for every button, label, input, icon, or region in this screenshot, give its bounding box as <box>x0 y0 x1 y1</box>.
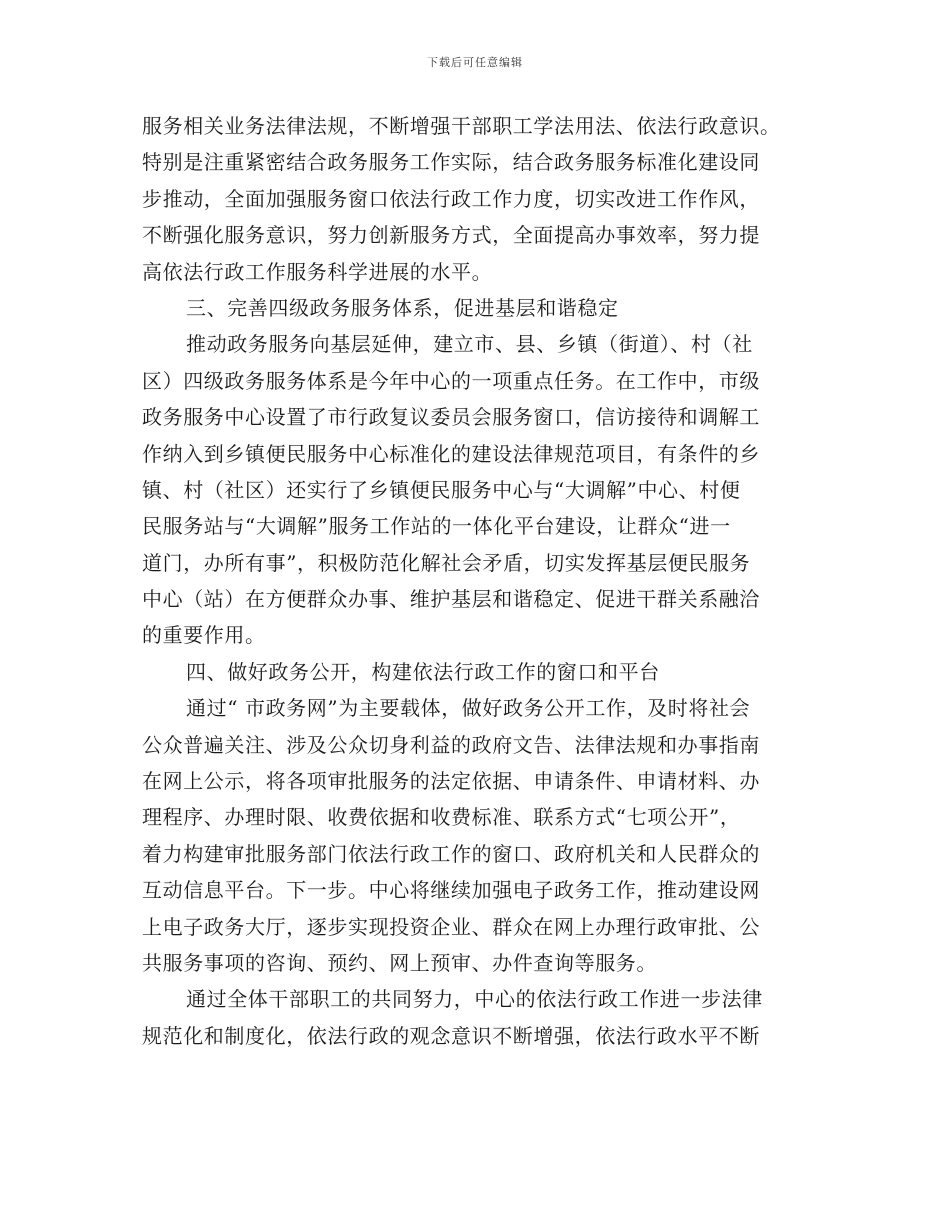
text-line: 作纳入到乡镇便民服务中心标准化的建设法律规范项目，有条件的乡 <box>142 441 760 466</box>
document-body <box>142 108 808 1054</box>
text-line: 三、完善四级政务服务体系，促进基层和谐稳定 <box>186 295 619 320</box>
text-line: 理程序、办理时限、收费依据和收费标准、联系方式“七项公开”， <box>142 805 741 830</box>
text-line: 步推动，全面加强服务窗口依法行政工作力度，切实改进工作作风， <box>142 186 760 211</box>
text-line: 镇、村（社区）还实行了乡镇便民服务中心与“大调解”中心、村便 <box>142 477 741 502</box>
text-line: 服务相关业务法律法规，不断增强干部职工学法用法、依法行政意识。 <box>142 114 781 138</box>
text-line: 互动信息平台。下一步。中心将继续加强电子政务工作，推动建设网 <box>142 878 760 903</box>
text-line: 的重要作用。 <box>142 623 266 648</box>
text-line: 共服务事项的咨询、预约、网上预审、办件查询等服务。 <box>142 950 657 975</box>
text-line: 着力构建审批服务部门依法行政工作的窗口、政府机关和人民群众的 <box>142 841 760 866</box>
text-line: 不断强化服务意识，努力创新服务方式，全面提高办事效率，努力提 <box>142 223 760 248</box>
text-line: 中心（站）在方便群众办事、维护基层和谐稳定、促进干群关系融洽 <box>142 587 760 612</box>
text-line: 规范化和制度化，依法行政的观念意识不断增强，依法行政水平不断 <box>142 1023 760 1048</box>
text-line: 公众普遍关注、涉及公众切身利益的政府文告、法律法规和办事指南 <box>142 732 760 757</box>
text-line: 民服务站与“大调解”服务工作站的一体化平台建设，让群众“进一 <box>142 514 731 539</box>
text-line: 通过“ 市政务网”为主要载体，做好政务公开工作，及时将社会 <box>186 696 751 721</box>
text-line: 通过全体干部职工的共同努力，中心的依法行政工作进一步法律 <box>186 987 763 1012</box>
text-line: 高依法行政工作服务科学进展的水平。 <box>142 259 493 284</box>
text-line: 上电子政务大厅，逐步实现投资企业、群众在网上办理行政审批、公 <box>142 914 760 939</box>
text-line: 特别是注重紧密结合政务服务工作实际，结合政务服务标准化建设同 <box>142 150 760 175</box>
text-line: 四、做好政务公开，构建依法行政工作的窗口和平台 <box>186 659 660 684</box>
text-line: 道门，办所有事”，积极防范化解社会矛盾，切实发挥基层便民服务 <box>142 550 751 575</box>
text-line: 政务服务中心设置了市行政复议委员会服务窗口，信访接待和调解工 <box>142 405 760 430</box>
text-line: 在网上公示，将各项审批服务的法定依据、申请条件、申请材料、办 <box>142 769 760 794</box>
text-line: 推动政务服务向基层延伸，建立市、县、乡镇（街道）、村（社 <box>186 332 753 357</box>
page-header: 下载后可任意编辑 <box>427 56 523 69</box>
text-line: 区）四级政务服务体系是今年中心的一项重点任务。在工作中，市级 <box>142 368 760 393</box>
